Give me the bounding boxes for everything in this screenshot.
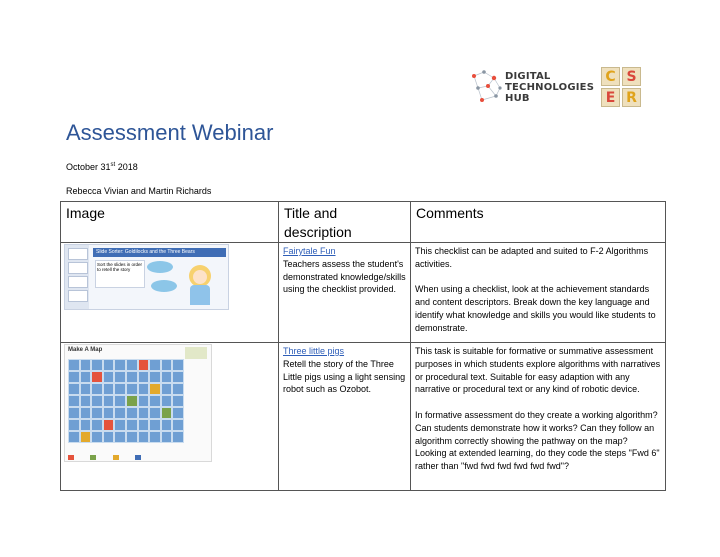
- slide-prompt: Sort the slides in order to retell the story: [95, 260, 145, 288]
- map-tile: [127, 372, 137, 382]
- map-tile: [173, 360, 183, 370]
- goldilocks-face-icon: [193, 270, 207, 284]
- map-tile: [115, 372, 125, 382]
- date-suffix: st: [110, 162, 116, 168]
- page-title: Assessment Webinar: [66, 120, 274, 145]
- map-tile: [139, 384, 149, 394]
- title-description-cell: [279, 243, 411, 343]
- comments-cell: [411, 343, 666, 491]
- map-tile: [139, 360, 149, 370]
- map-tile: [150, 384, 160, 394]
- goldilocks-dress-icon: [190, 285, 210, 305]
- map-tile: [81, 420, 91, 430]
- map-tile: [81, 372, 91, 382]
- comment-text: This checklist can be adapted and suited to F-2 Algorithms activities.: [415, 246, 649, 269]
- table-row: [61, 343, 666, 491]
- map-tile: [69, 432, 79, 442]
- image-cell: [61, 343, 279, 491]
- map-tile: [104, 420, 114, 430]
- map-legend: [68, 447, 208, 457]
- fairytale-fun-link[interactable]: Fairytale Fun: [283, 246, 336, 256]
- map-tile: [92, 360, 102, 370]
- map-tile: [127, 384, 137, 394]
- map-tile: [69, 420, 79, 430]
- map-tile: [162, 360, 172, 370]
- map-tile: [150, 360, 160, 370]
- map-tile: [104, 432, 114, 442]
- map-tile: [139, 432, 149, 442]
- map-tile: [162, 396, 172, 406]
- map-tile: [162, 420, 172, 430]
- map-tile: [104, 408, 114, 418]
- header-comments: Comments: [411, 202, 666, 243]
- date-year: 2018: [115, 162, 138, 172]
- map-tile: [81, 384, 91, 394]
- map-tile: [81, 408, 91, 418]
- map-tile: [162, 432, 172, 442]
- map-tile: [115, 396, 125, 406]
- map-tile: [150, 432, 160, 442]
- map-tile: [69, 408, 79, 418]
- map-tile: [173, 396, 183, 406]
- map-tile: [115, 360, 125, 370]
- map-tile: [92, 420, 102, 430]
- map-tile: [127, 396, 137, 406]
- map-tile: [92, 384, 102, 394]
- fairytale-fun-thumbnail: [64, 244, 229, 310]
- comments-cell: [411, 243, 666, 343]
- table-header-row: [61, 202, 666, 243]
- map-tile: [162, 372, 172, 382]
- map-tile: [69, 396, 79, 406]
- map-tile: [127, 360, 137, 370]
- cser-letter: E: [601, 88, 620, 107]
- description-text: Teachers assess the student's demonstrated knowledge/skills using the checklist provided.: [283, 258, 406, 295]
- map-tile: [162, 408, 172, 418]
- dth-word: TECHNOLOGIES: [505, 82, 595, 93]
- map-tile: [173, 408, 183, 418]
- cser-logo: [601, 67, 645, 109]
- map-tile: [81, 396, 91, 406]
- make-a-map-thumbnail: [64, 344, 212, 462]
- map-tile: [139, 372, 149, 382]
- thumbnail-title: Make A Map: [68, 347, 103, 353]
- map-tile: [139, 396, 149, 406]
- title-description-cell: [279, 343, 411, 491]
- map-tile: [115, 420, 125, 430]
- description-text: Retell the story of the Three Little pigs using a light sensing robot such as Ozobot.: [283, 358, 406, 395]
- digital-technologies-hub-logo: [470, 68, 595, 108]
- header-title-description: Title and description: [279, 202, 411, 243]
- map-tile: [127, 432, 137, 442]
- map-tile: [139, 420, 149, 430]
- slide-strip: [65, 245, 89, 309]
- map-tile: [127, 408, 137, 418]
- cser-letter: S: [622, 67, 641, 86]
- dth-word: HUB: [505, 93, 530, 104]
- map-tile: [115, 432, 125, 442]
- comment-text: This task is suitable for formative or summative assessment purposes in which students explore algorithms with narratives or procedural text. Suitable for easy adaption with any narrative or procedural text or any kind of robotic device.: [415, 346, 661, 395]
- dth-word: DIGITAL: [505, 71, 551, 82]
- map-tile: [92, 396, 102, 406]
- map-tile: [81, 432, 91, 442]
- map-tile: [104, 396, 114, 406]
- map-tile: [150, 420, 160, 430]
- image-cell: [61, 243, 279, 343]
- map-tile: [173, 384, 183, 394]
- table-row: [61, 243, 666, 343]
- thumbnail-badge: [185, 347, 207, 359]
- network-dots-icon: [470, 68, 504, 108]
- date-prefix: October 31: [66, 162, 111, 172]
- header-image: Image: [61, 202, 279, 243]
- comment-text: When using a checklist, look at the achievement standards and content descriptors. Break down the key language and identify what knowledge and skills you would like students to demonstrate.: [415, 284, 656, 333]
- map-tile: [173, 420, 183, 430]
- map-tile: [69, 384, 79, 394]
- speech-bubble-icon: [147, 261, 173, 273]
- map-tile: [127, 420, 137, 430]
- three-little-pigs-link[interactable]: Three little pigs: [283, 346, 345, 356]
- slide-title: Slide Sorter: Goldilocks and the Three Bears: [93, 248, 226, 257]
- map-tile: [104, 360, 114, 370]
- map-tile: [150, 372, 160, 382]
- resources-table: [60, 201, 666, 491]
- map-tile: [173, 432, 183, 442]
- map-tile: [81, 360, 91, 370]
- map-tile: [150, 408, 160, 418]
- cser-letter: C: [601, 67, 620, 86]
- webinar-date: [66, 162, 138, 172]
- map-tile: [92, 408, 102, 418]
- comment-text: In formative assessment do they create a working algorithm? Can students demonstrate how it works? Can they follow an algorithm correctly showing the pathway on the map? Looking at extended learning, do they code the steps "Fwd 6" rather than "fwd fwd fwd fwd fwd fwd"?: [415, 409, 660, 472]
- map-tile: [69, 360, 79, 370]
- speech-bubble-icon: [151, 280, 177, 292]
- map-tile: [92, 372, 102, 382]
- authors: Rebecca Vivian and Martin Richards: [66, 186, 212, 196]
- map-tile: [139, 408, 149, 418]
- cser-letter: R: [622, 88, 641, 107]
- map-tile: [173, 372, 183, 382]
- map-tile: [150, 396, 160, 406]
- map-tile: [69, 372, 79, 382]
- dth-wordmark: [505, 71, 594, 104]
- map-grid: [68, 359, 184, 443]
- map-tile: [162, 384, 172, 394]
- map-tile: [92, 432, 102, 442]
- map-tile: [104, 384, 114, 394]
- map-tile: [115, 384, 125, 394]
- map-tile: [115, 408, 125, 418]
- map-tile: [104, 372, 114, 382]
